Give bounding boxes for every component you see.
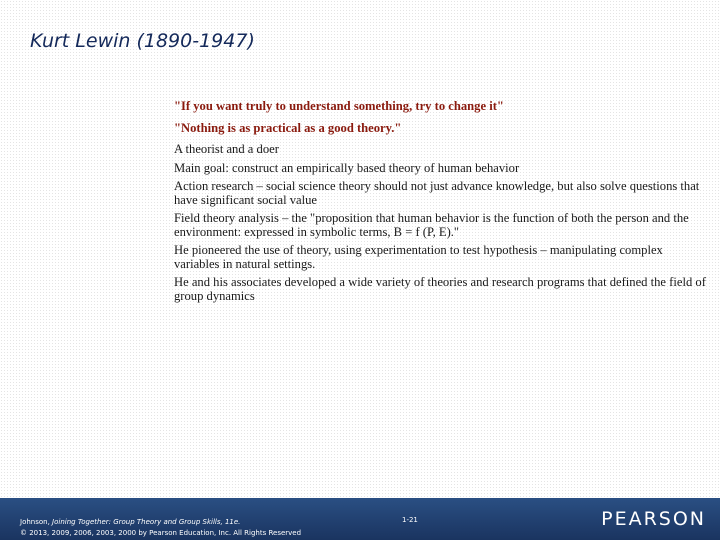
bullet-item: Action research – social science theory should not just advance knowledge, but also solve questions that have significant social value bbox=[174, 179, 700, 207]
bullet-item: He pioneered the use of theory, using experimentation to test hypothesis – manipulating complex variables in natural settings. bbox=[174, 243, 663, 271]
bullet-item: Field theory analysis – the "proposition that human behavior is the function of both the person and the environment: expressed in symbolic terms, B = f (P, E)." bbox=[174, 211, 689, 239]
quote-1: "If you want truly to understand something, try to change it" bbox=[174, 99, 504, 113]
footer-author: Johnson, bbox=[20, 518, 50, 526]
slide-title: Kurt Lewin (1890-1947) bbox=[30, 30, 255, 52]
page-number: 1-21 bbox=[402, 516, 418, 524]
pearson-logo: PEARSON bbox=[601, 508, 706, 530]
slide-body bbox=[174, 100, 709, 308]
quote-2: "Nothing is as practical as a good theory." bbox=[174, 120, 402, 135]
footer-book-title: Joining Together: Group Theory and Group Skills, 11e. bbox=[52, 518, 241, 526]
bullet-item: A theorist and a doer bbox=[174, 142, 279, 156]
footer-copyright: © 2013, 2009, 2006, 2003, 2000 by Pearson Education, Inc. All Rights Reserved bbox=[20, 529, 302, 537]
footer-citation bbox=[20, 517, 301, 539]
bullet-item: Main goal: construct an empirically based theory of human behavior bbox=[174, 160, 520, 175]
bullet-item: He and his associates developed a wide variety of theories and research programs that defined the field of group dynamics bbox=[174, 275, 706, 303]
footer-bar bbox=[0, 498, 720, 540]
